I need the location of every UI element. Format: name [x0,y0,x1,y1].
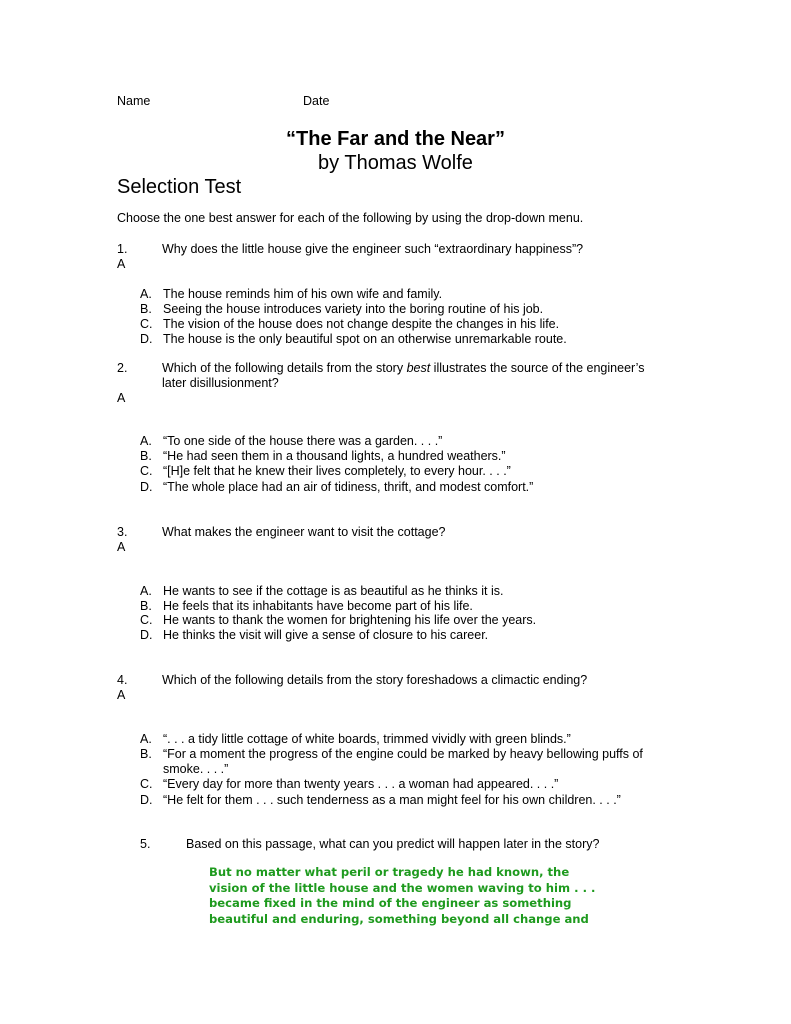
section-heading: Selection Test [117,176,242,198]
option-text: “. . . a tidy little cottage of white boards, trimmed vividly with green blinds.” [163,732,571,746]
option-text: He thinks the visit will give a sense of closure to his career. [163,628,489,642]
answer-dropdown[interactable]: A [117,688,126,702]
question-text-part: Which of the following details from the story [162,361,407,375]
option-letter: B. [140,599,152,613]
answer-dropdown[interactable]: A [117,391,126,405]
question-number: 2. [117,361,128,375]
option-letter: D. [140,628,153,642]
option-letter: C. [140,777,153,791]
option-text: “For a moment the progress of the engine could be marked by heavy bellowing puffs of [163,747,643,761]
response-line: beautiful and enduring, something beyond all change and [209,911,589,926]
document-title: “The Far and the Near” [286,128,505,150]
option-letter: B. [140,449,152,463]
option-text: “He had seen them in a thousand lights, a hundred weathers.” [163,449,506,463]
response-line: became fixed in the mind of the engineer as something [209,896,572,910]
option-text: The house reminds him of his own wife and family. [163,287,443,301]
question-text: What makes the engineer want to visit the cottage? [162,525,446,539]
question-number: 5. [140,837,151,851]
document-byline: by Thomas Wolfe [318,152,473,174]
option-text: He wants to see if the cottage is as beautiful as he thinks it is. [163,584,504,598]
option-letter: A. [140,584,152,598]
option-letter: A. [140,732,152,746]
response-line: But no matter what peril or tragedy he had known, the [209,865,570,879]
option-letter: D. [140,480,153,494]
option-letter: A. [140,434,152,448]
option-letter: D. [140,793,153,807]
option-letter: D. [140,332,153,346]
option-text-line2: smoke. . . .” [163,762,229,776]
option-text: The house is the only beautiful spot on an otherwise unremarkable route. [163,332,567,346]
option-letter: C. [140,613,153,627]
name-label: Name [117,94,151,108]
option-text: “He felt for them . . . such tenderness as a man might feel for his own children. . . .” [163,793,621,807]
question-text-part: illustrates the source of the engineer’s [430,361,645,375]
answer-dropdown[interactable]: A [117,257,126,271]
option-text: He wants to thank the women for brightening his life over the years. [163,613,537,627]
question-number: 4. [117,673,128,687]
option-letter: C. [140,317,153,331]
question-text: Which of the following details from the story foreshadows a climactic ending? [162,673,588,687]
option-text: Seeing the house introduces variety into the boring routine of his job. [163,302,544,316]
option-text: The vision of the house does not change despite the changes in his life. [163,317,560,331]
instructions: Choose the one best answer for each of the following by using the drop-down menu. [117,211,584,225]
option-text: “Every day for more than twenty years . . . a woman had appeared. . . .” [163,777,559,791]
option-letter: B. [140,302,152,316]
question-text-emphasis: best [406,361,431,375]
option-letter: A. [140,287,152,301]
question-number: 3. [117,525,128,539]
question-number: 1. [117,242,128,256]
question-text: Why does the little house give the engineer such “extraordinary happiness”? [162,242,584,256]
question-text-line2: later disillusionment? [162,376,279,390]
date-label: Date [303,94,330,108]
response-line: vision of the little house and the women waving to him . . . [209,880,596,895]
option-text: “[H]e felt that he knew their lives completely, to every hour. . . .” [163,464,511,478]
question-text [162,361,644,376]
option-text: He feels that its inhabitants have become part of his life. [163,599,473,613]
question-text: Based on this passage, what can you predict will happen later in the story? [186,837,600,851]
option-text: “To one side of the house there was a garden. . . .” [163,434,443,448]
option-letter: B. [140,747,152,761]
option-letter: C. [140,464,153,478]
option-text: “The whole place had an air of tidiness, thrift, and modest comfort.” [163,480,534,494]
answer-dropdown[interactable]: A [117,540,126,554]
